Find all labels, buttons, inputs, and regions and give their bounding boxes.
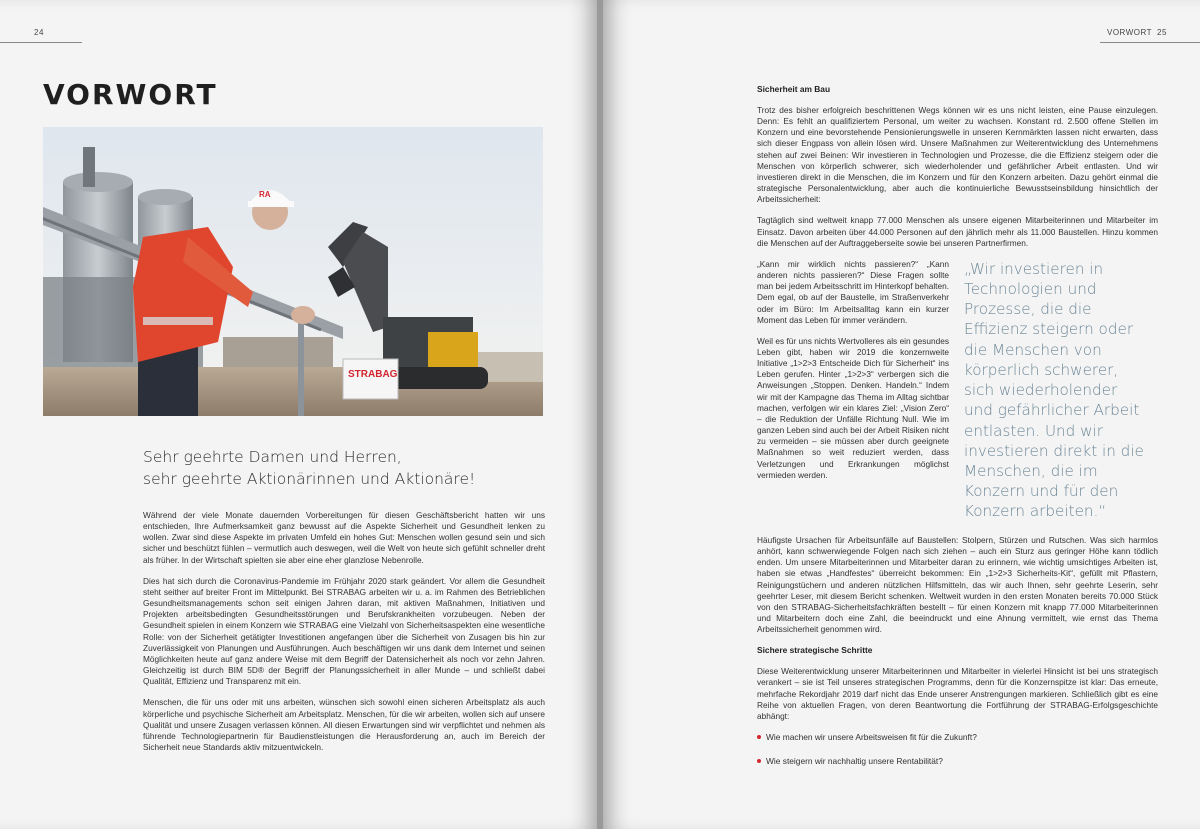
list-item: Wie machen wir unsere Arbeitsweisen fit für die Zukunft? bbox=[757, 732, 1158, 743]
question-list bbox=[757, 732, 1158, 767]
section-heading-safety: Sicherheit am Bau bbox=[757, 84, 831, 94]
quote-line: und gefährlicher Arbeit bbox=[964, 401, 1140, 420]
quote-line: Prozesse, die die bbox=[964, 300, 1092, 319]
right-column bbox=[757, 84, 1158, 780]
quote-line: die Menschen von bbox=[964, 340, 1102, 359]
section-heading-strategy: Sichere strategische Schritte bbox=[757, 645, 873, 656]
banner-sign-text: STRABAG bbox=[348, 369, 398, 380]
narrow-text-column bbox=[757, 259, 949, 491]
page-number-left: 24 bbox=[34, 28, 44, 37]
construction-photo bbox=[43, 127, 543, 416]
page-number-right: 25 bbox=[1157, 28, 1167, 37]
paragraph: Während der viele Monate dauernden Vorbereitungen für diesen Geschäftsbericht hatten wir uns entschieden, Ihre Aufmerksamkeit ganz bewusst auf die Aspekte Sicherheit und Gesundheit lenken zu wollen. Zwar sind diese Aspekte im privaten Umfeld ein hohes Gut: Menschen wollen gesund sein und sich sicher und beschützt fühlen – vermutlich auch deswegen, weil die Welt von heute sich gefühlt schneller dreht als früher. In der Wirtschaft spielten sie aber eine eher glanzlose Nebenrolle. bbox=[143, 510, 545, 565]
paragraph: Menschen, die für uns oder mit uns arbeiten, wünschen sich sowohl einen sicheren Arbeitsplatz als auch körperliche und psychische Sicherheit am Arbeitsplatz. Menschen, für die wir arbeiten, wollen sich auf unsere Qualität und unsere Zusagen verlassen können. All diesen Erwartungen sind wir verpflichtet und nehmen als führende Technologiepartnerin für Baudienstleistungen die Herausforderung an, auch im Bereich der Sicherheit neue Standards aktiv mitzuentwickeln. bbox=[143, 697, 545, 752]
quote-line: „Wir investieren in bbox=[964, 259, 1104, 278]
paragraph: Diese Weiterentwicklung unserer Mitarbeiterinnen und Mitarbeiter in vielerlei Hinsicht ist bei uns strategisch verankert – sie ist Teil unseres strategischen Programms, denn für die Konzernspitze ist klar: Das erneute, mehrfache Rekordjahr 2019 darf nicht das Ende unserer Anstrengungen markieren. Schließlich gibt es eine Reihe von aktuellen Fragen, von deren Beantwortung die Fortführung der STRABAG-Erfolgsgeschichte abhängt: bbox=[757, 666, 1158, 721]
quote-line: Menschen, die im bbox=[964, 461, 1098, 480]
quote-line: Effizienz steigern oder bbox=[964, 320, 1134, 339]
paragraph: Weil es für uns nichts Wertvolleres als ein gesundes Leben gibt, haben wir 2019 die konzernweite Initiative „1>2>3 Entscheide Dich für Sicherheit“ ins Leben gerufen. Hinter „1>2>3“ verbergen sich die Anweisungen „Stoppen. Denken. Handeln.“ Indem wir mit der Kampagne das Thema im Alltag sichtbar machen, verfolgen wir ein klares Ziel: „Vision Zero“ – die Reduktion der Unfälle Richtung Null. Wie im ganzen Leben sind auch bei der Arbeit Risiken nicht zu vermeiden – sie müssen aber durch geeignete Maßnahmen so weit reduziert werden, dass Verletzungen und Erkrankungen möglichst vermieden werden. bbox=[757, 335, 949, 480]
quote-line: Konzern und für den bbox=[964, 482, 1119, 501]
paragraph: Trotz des bisher erfolgreich beschrittenen Wegs können wir es uns nicht leisten, eine Pause einzulegen. Denn: Es fehlt an qualifiziertem Personal, um weiter zu wachsen. Konstant rd. 2.500 offene Stellen im Konzern und eine bevorstehende Pensionierungswelle in unseren Kernmärkten lassen nicht erwarten, dass sich dieser Engpass von allein lösen wird. Unsere Maßnahmen zur Weiterentwicklung des Unternehmens stehen auf zwei Beinen: Wir investieren in Technologien und Prozesse, die die Effizienz steigern oder die Menschen von körperlich schwerer, sich wiederholender und gefährlicher Arbeit entlasten. Und wir investieren direkt in die Menschen, die im Konzern und für den Konzern arbeiten. Dazu gehört einmal die strategische Personalentwicklung, aber auch die kontinuierliche Bewusstseinsbildung hinsichtlich der Arbeitssicherheit: bbox=[757, 105, 1158, 205]
salutation-line-2: sehr geehrte Aktionärinnen und Aktionäre! bbox=[143, 470, 476, 488]
running-header: VORWORT bbox=[1107, 28, 1152, 37]
paragraph: Tagtäglich sind weltweit knapp 77.000 Menschen als unsere eigenen Mitarbeiterinnen und Mitarbeiter im Einsatz. Davon arbeiten über 44.000 Personen auf den jährlich mehr als 11.000 Baustellen. Hinzu kommen die Menschen auf der Auftraggeberseite sowie bei unseren Partnerfirmen. bbox=[757, 215, 1158, 248]
list-item: Wie steigern wir nachhaltig unsere Rentabilität? bbox=[757, 756, 1158, 767]
quote-line: Konzern arbeiten.“ bbox=[964, 502, 1107, 521]
header-rule-left bbox=[0, 42, 82, 43]
text-with-quote bbox=[757, 259, 1158, 525]
quote-line: sich wiederholender bbox=[964, 381, 1118, 400]
header-rule-right bbox=[1100, 42, 1200, 43]
left-body-text bbox=[143, 510, 545, 763]
page-title: VORWORT bbox=[43, 78, 218, 111]
paragraph: Dies hat sich durch die Coronavirus-Pandemie im Frühjahr 2020 stark geändert. Vor allem die Gesundheit steht seither auf breiter Front im Mittelpunkt. Bei STRABAG arbeiten wir u. a. im Rahmen des Betrieblichen Gesundheitsmanagements schon seit einigen Jahren daran, mit aktiven Maßnahmen, Initiativen und Projekten arbeitsbedingten Gesundheitsstörungen und Berufskrankheiten vorzubeugen. Neben der Gesundheit spielen in einem Konzern wie STRABAG eine Vielzahl von Sicherheitsaspekten eine wesentliche Rolle: von der Sicherheit getätigter Investitionen angefangen über die Sicherheit von Zusagen bis hin zur Zuverlässigkeit von Planungen und Ausführungen. Auch beschäftigen wir uns dank dem Internet und seinen Möglichkeiten heute auf ganz andere Weise mit dem Begriff der Datensicherheit als noch vor zehn Jahren. Gleichzeitig ist durch BIM 5D® der Begriff der Planungssicherheit in aller Munde – und schließt dabei Qualität, Effizienz und Transparenz mit ein. bbox=[143, 575, 545, 687]
quote-line: körperlich schwerer, bbox=[964, 360, 1119, 379]
salutation-line-1: Sehr geehrte Damen und Herren, bbox=[143, 448, 402, 466]
paragraph: „Kann mir wirklich nichts passieren?“ „Kann anderen nichts passieren?“ Diese Fragen sollte man bei jedem Arbeitsschritt im Hinterkopf behalten. Dem egal, ob auf der Baustelle, im Straßenverkehr oder im Büro: Im Arbeitsalltag kann ein kurzer Moment das Leben für immer verändern. bbox=[757, 258, 949, 325]
pull-quote bbox=[964, 259, 1164, 522]
quote-line: investieren direkt in die bbox=[964, 441, 1144, 460]
quote-line: Technologien und bbox=[964, 280, 1097, 299]
quote-line: entlasten. Und wir bbox=[964, 421, 1104, 440]
left-page bbox=[0, 0, 597, 829]
paragraph: Häufigste Ursachen für Arbeitsunfälle auf Baustellen: Stolpern, Stürzen und Rutschen. Was sich harmlos anhört, kann schwerwiegende Folgen nach sich ziehen – auch ein Sturz aus geringer Höhe kann tödlich enden. Um unsere Mitarbeiterinnen und Mitarbeiter daran zu erinnern, wie wichtig umsichtiges Arbeiten ist, haben sie etwas „Handfestes“ überreicht bekommen: Ein „1>2>3 Sicherheits-Kit“, gefüllt mit Pflastern, Reinigungstüchern und anderen nützlichen Hilfsmitteln, das wir auch Ihnen, sehr geehrte Leserin, sehr geehrter Leser, mit diesem Bericht schenken. Weltweit wurden in den ersten Monaten bereits 70.000 Stück von den STRABAG-Sicherheitsfachkräften bestellt – für einen Konzern mit knapp 77.000 Mitarbeiterinnen und Mitarbeitern doch eine Zahl, die beeindruckt und eine Ahnung vermittelt, wie ernst das Thema Arbeitssicherheit genommen wird. bbox=[757, 534, 1158, 635]
helmet-logo-text: RA bbox=[259, 190, 271, 199]
salutation bbox=[143, 446, 543, 490]
